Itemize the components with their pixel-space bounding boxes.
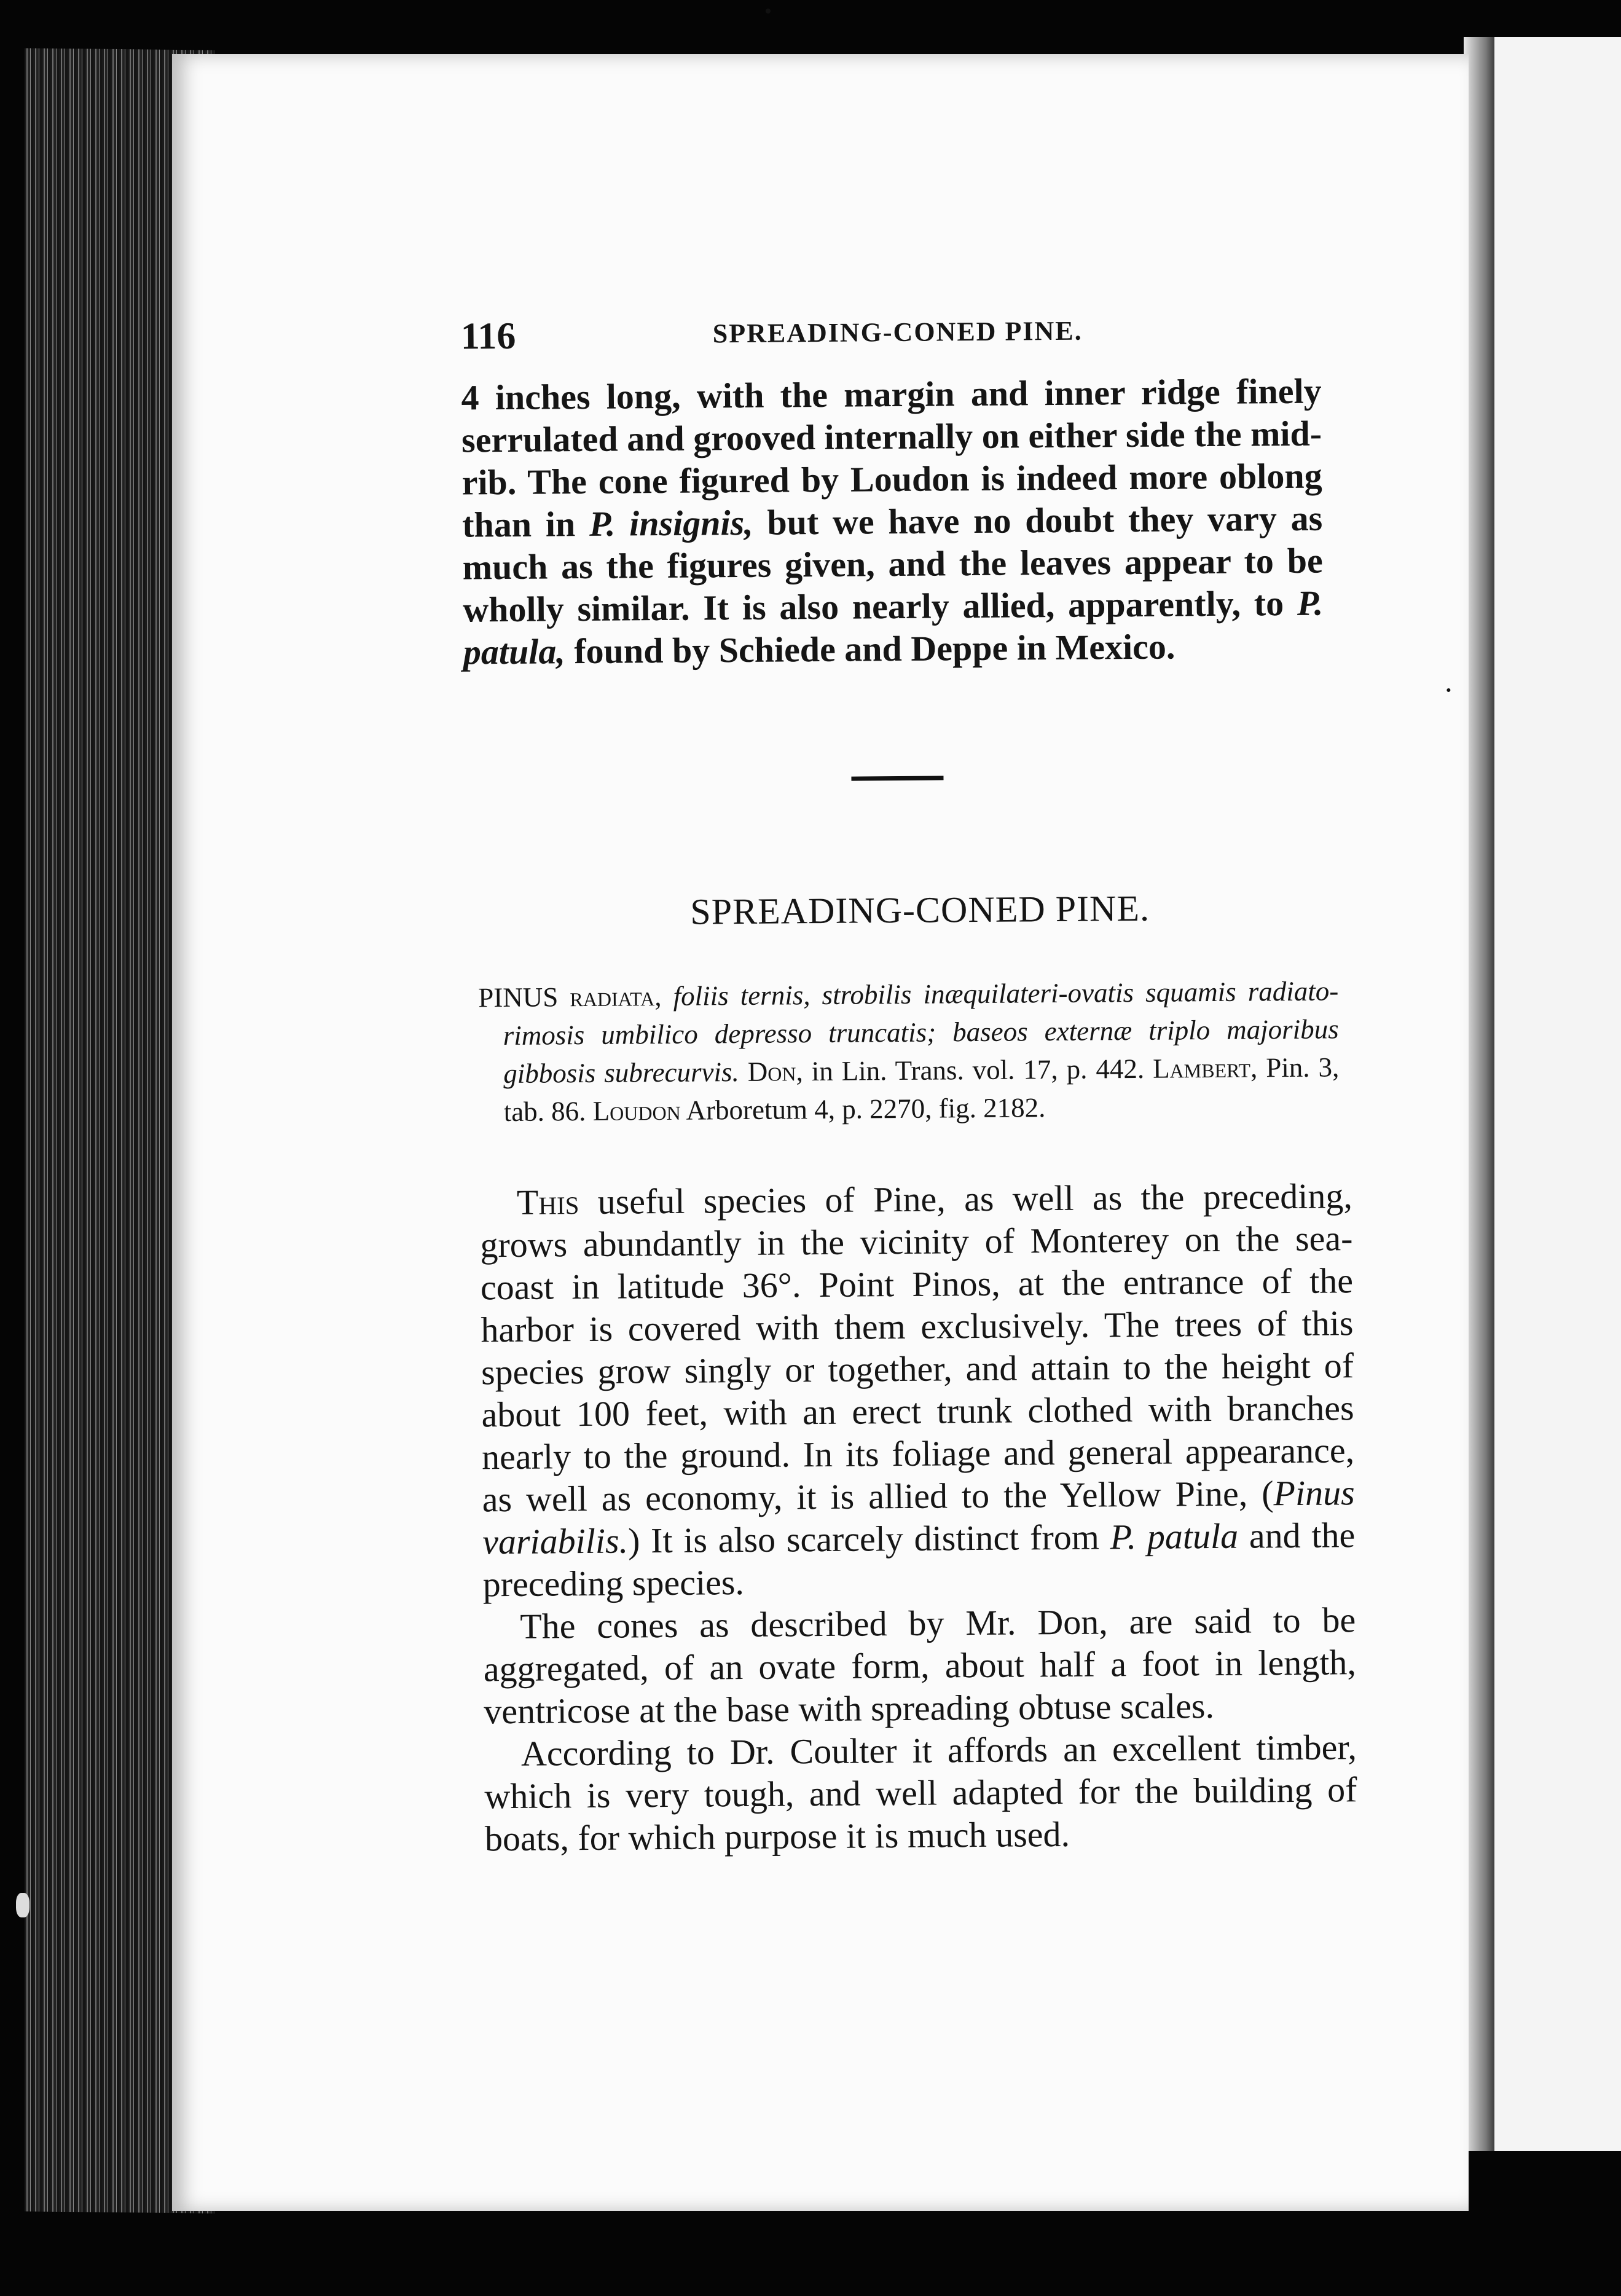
latin-diagnosis: foliis ternis, strobilis inæquilateri-ovatis squamis radiato-rimosis umbilico depresso truncatis; baseos externæ triplo majoribus gibbosis subrecurvis. bbox=[503, 975, 1339, 1090]
facing-page-sliver bbox=[1494, 37, 1621, 2151]
book-page bbox=[172, 54, 1469, 2211]
paragraph-lead-word: This bbox=[516, 1182, 579, 1222]
reference-lambert: Pin. 3, tab. 86. bbox=[503, 1052, 1340, 1128]
ink-speck bbox=[1446, 688, 1450, 692]
synonymy-block bbox=[478, 972, 1340, 1131]
author-don: Don, bbox=[747, 1056, 803, 1087]
author-loudon: Loudon bbox=[592, 1095, 681, 1126]
section-divider-rule bbox=[851, 776, 943, 780]
ink-speck bbox=[766, 9, 771, 14]
page-content bbox=[163, 49, 1477, 2216]
prose-p1-text-c: and the preceding species. bbox=[482, 1515, 1356, 1605]
reference-loudon: Arboretum 4, p. 2270, fig. 2182. bbox=[680, 1092, 1046, 1126]
reference-don: in Lin. Trans. vol. 17, p. 442. bbox=[803, 1053, 1145, 1087]
continuation-text-1: 4 inches long, with the margin and inner ridge finely serrulated and grooved internally on either side the mid-rib. The cone figured by Loudon is indeed more oblong than in bbox=[461, 371, 1322, 545]
prose-paragraph-2: The cones as described by Mr. Don, are said to be aggregated, of an ovate form, about half a foot in length, ventricose at the base with spreading obtuse scales. bbox=[483, 1600, 1357, 1732]
genus-name: PINUS bbox=[478, 981, 559, 1013]
section-title: SPREADING-CONED PINE. bbox=[690, 887, 1150, 932]
prose-paragraph-3: According to Dr. Coulter it affords an excellent timber, which is very tough, and well adapted for the building of boats, for which purpose it is much used. bbox=[484, 1727, 1357, 1859]
continuation-paragraph bbox=[461, 370, 1324, 674]
synonymy-entry bbox=[478, 972, 1340, 1131]
prose-p1-text-a: useful species of Pine, as well as the preceding, grows abundantly in the vicinity of Monterey on the sea-coast in latitude 36°. Point Pinos, at the entrance of the harbor is covered with them exclusively. The trees of this species grow singly or together, and attain to the height of about 100 feet, with an erect trunk clothed with branches nearly to the ground. In its foliage and general appearance, as well as economy, it is allied to the Yellow Pine, ( bbox=[480, 1176, 1355, 1520]
page-number: 116 bbox=[460, 315, 516, 358]
author-lambert: Lambert, bbox=[1152, 1052, 1258, 1084]
prose-p1-italic-2: P. patula bbox=[1110, 1516, 1239, 1557]
prose-p1-text-b: ) It is also scarcely distinct from bbox=[627, 1517, 1110, 1561]
description-prose bbox=[480, 1174, 1358, 1860]
continuation-italic-2: P. patula, bbox=[463, 583, 1324, 672]
prose-paragraph-1 bbox=[480, 1174, 1356, 1605]
continuation-text-3: found by Schiede and Deppe in Mexico. bbox=[565, 626, 1176, 672]
running-head bbox=[461, 309, 1236, 364]
prose-p1-italic-1: Pinus variabilis. bbox=[482, 1472, 1355, 1562]
ink-speck bbox=[16, 1893, 29, 1917]
running-title: SPREADING-CONED PINE. bbox=[712, 315, 1083, 349]
continuation-text-2: but we have no doubt they vary as much as the figures given, and the leaves appear to be wholly similar. It is also nearly allied, apparently, to bbox=[462, 498, 1323, 630]
species-name: radiata, bbox=[570, 981, 662, 1013]
continuation-italic-1: P. insignis, bbox=[589, 502, 753, 544]
